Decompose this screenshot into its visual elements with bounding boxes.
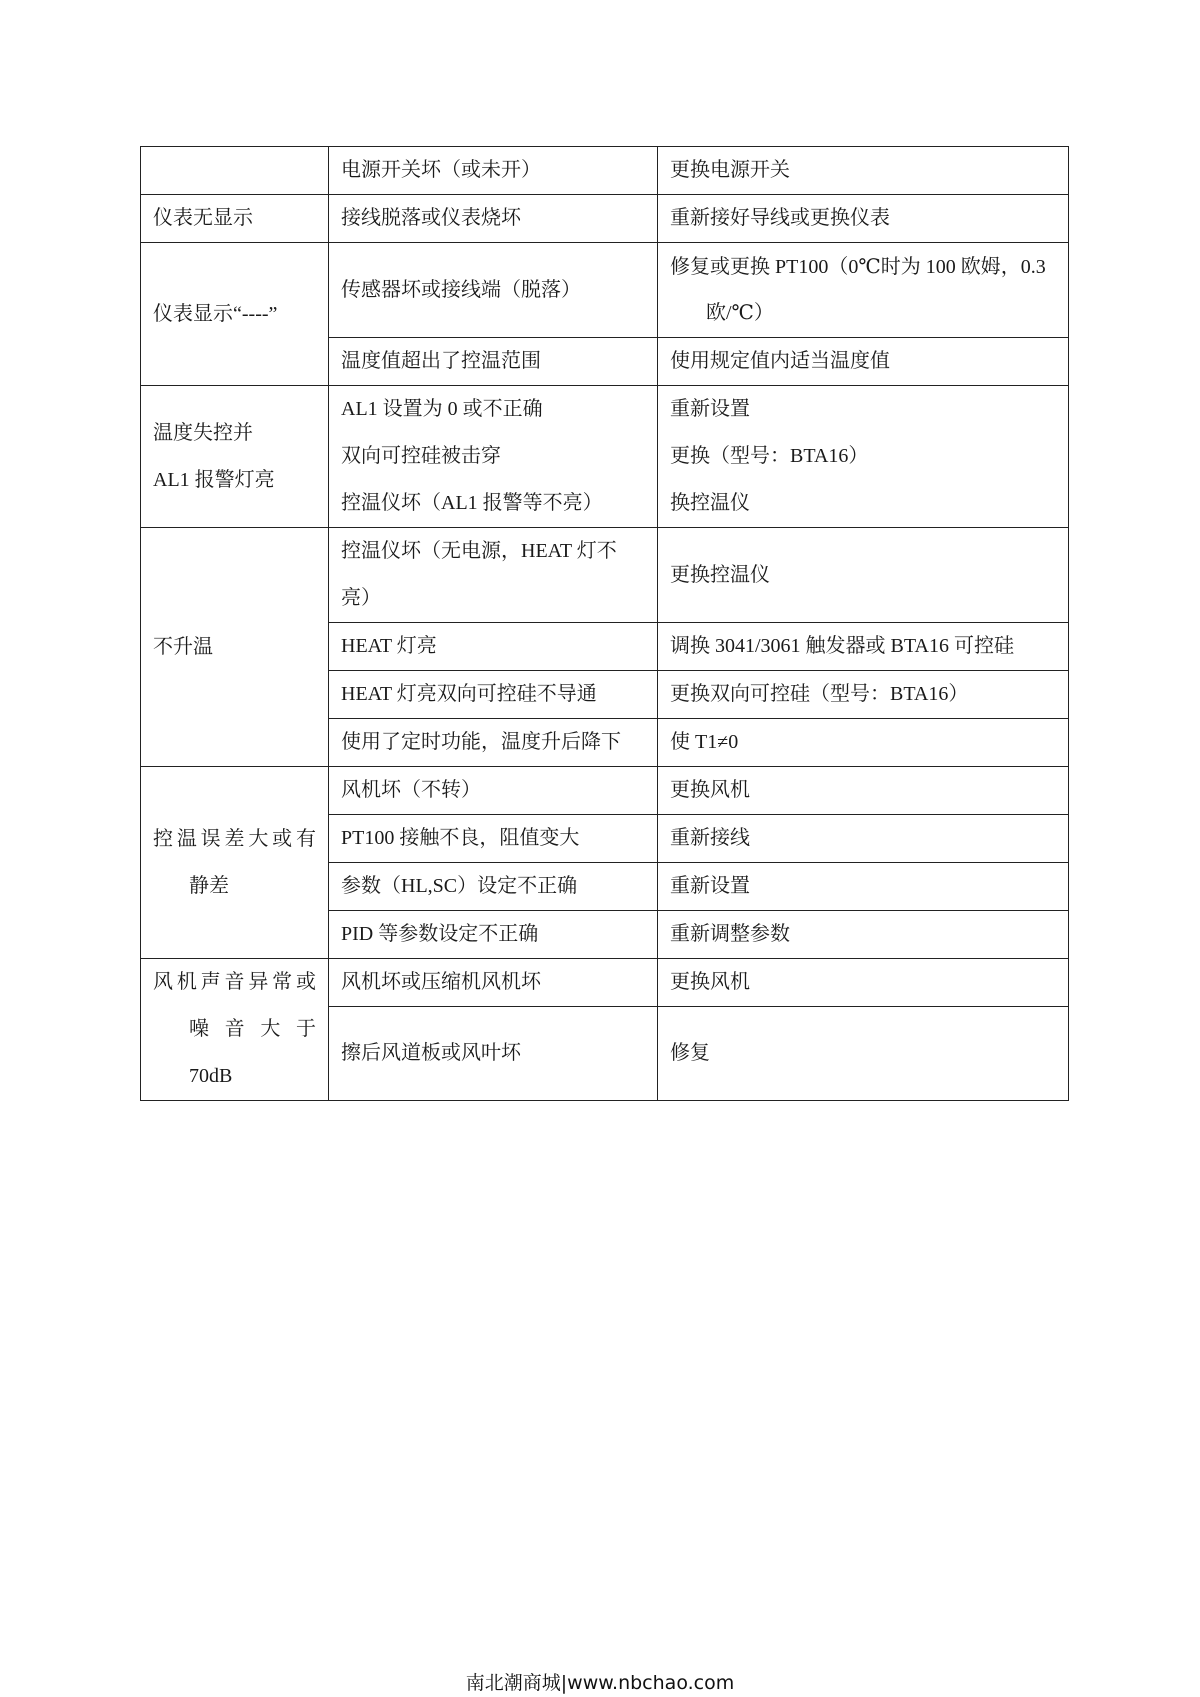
symptom-cell: 仪表显示“----” xyxy=(141,243,329,386)
fix-cell: 更换风机 xyxy=(658,767,1069,815)
table-row xyxy=(141,195,1069,243)
fix-cell: 修复 xyxy=(658,1007,1069,1101)
symptom-cell xyxy=(141,386,329,528)
cause-cell: PID 等参数设定不正确 xyxy=(329,911,658,959)
symptom-line: 噪音大于 xyxy=(189,1018,316,1040)
fix-cell: 重新调整参数 xyxy=(658,911,1069,959)
cause-cell: PT100 接触不良，阻值变大 xyxy=(329,815,658,863)
symptom-cell: 仪表无显示 xyxy=(141,195,329,243)
symptom-line: 70dB xyxy=(189,1065,233,1087)
troubleshooting-table xyxy=(140,146,1069,1101)
table-row xyxy=(141,528,1069,623)
cause-cell: 参数（HL,SC）设定不正确 xyxy=(329,863,658,911)
cause-line: 控温仪坏（AL1 报警等不亮） xyxy=(341,492,603,514)
fix-line: 欧/℃） xyxy=(706,302,774,324)
cause-cell: 传感器坏或接线端（脱落） xyxy=(329,243,658,338)
fix-cell: 更换控温仪 xyxy=(658,528,1069,623)
cause-line: AL1 设置为 0 或不正确 xyxy=(341,398,543,420)
table-row xyxy=(141,767,1069,815)
cause-cell: 使用了定时功能，温度升后降下 xyxy=(329,719,658,767)
fix-line: 换控温仪 xyxy=(670,492,750,514)
fix-cell: 更换双向可控硅（型号：BTA16） xyxy=(658,671,1069,719)
cause-cell xyxy=(329,386,658,528)
fix-cell: 更换电源开关 xyxy=(658,147,1069,195)
symptom-cell xyxy=(141,147,329,195)
cause-cell: 接线脱落或仪表烧坏 xyxy=(329,195,658,243)
fix-cell: 重新接好导线或更换仪表 xyxy=(658,195,1069,243)
site-footer: 南北潮商城|www.nbchao.com xyxy=(465,1672,735,1694)
cause-cell: 擦后风道板或风叶坏 xyxy=(329,1007,658,1101)
symptom-cell xyxy=(141,767,329,959)
fix-cell xyxy=(658,386,1069,528)
table-row xyxy=(141,959,1069,1007)
symptom-line: 风机声音异常或 xyxy=(153,971,316,993)
table-row xyxy=(141,243,1069,338)
fix-cell: 调换 3041/3061 触发器或 BTA16 可控硅 xyxy=(658,623,1069,671)
symptom-cell xyxy=(141,959,329,1101)
cause-cell: HEAT 灯亮双向可控硅不导通 xyxy=(329,671,658,719)
cause-cell: 控温仪坏（无电源，HEAT 灯不亮） xyxy=(329,528,658,623)
symptom-line: 静差 xyxy=(189,874,229,897)
cause-line: 双向可控硅被击穿 xyxy=(341,445,501,467)
table-row xyxy=(141,386,1069,528)
fix-line: 修复或更换 PT100（0℃时为 100 欧姆，0.3 xyxy=(670,256,1046,278)
fix-line: 更换（型号：BTA16） xyxy=(670,445,869,467)
fix-cell: 重新设置 xyxy=(658,863,1069,911)
symptom-line: 控温误差大或有 xyxy=(153,827,316,850)
cause-cell: HEAT 灯亮 xyxy=(329,623,658,671)
fix-cell: 更换风机 xyxy=(658,959,1069,1007)
cause-cell: 风机坏（不转） xyxy=(329,767,658,815)
table-row xyxy=(141,147,1069,195)
fix-cell: 使 T1≠0 xyxy=(658,719,1069,767)
symptom-cell: 不升温 xyxy=(141,528,329,767)
fix-cell: 重新接线 xyxy=(658,815,1069,863)
cause-cell: 温度值超出了控温范围 xyxy=(329,338,658,386)
fix-line: 重新设置 xyxy=(670,398,750,420)
symptom-line: AL1 报警灯亮 xyxy=(153,468,275,491)
symptom-line: 温度失控并 xyxy=(153,421,253,444)
cause-cell: 风机坏或压缩机风机坏 xyxy=(329,959,658,1007)
fix-cell: 使用规定值内适当温度值 xyxy=(658,338,1069,386)
cause-cell: 电源开关坏（或未开） xyxy=(329,147,658,195)
fix-cell xyxy=(658,243,1069,338)
